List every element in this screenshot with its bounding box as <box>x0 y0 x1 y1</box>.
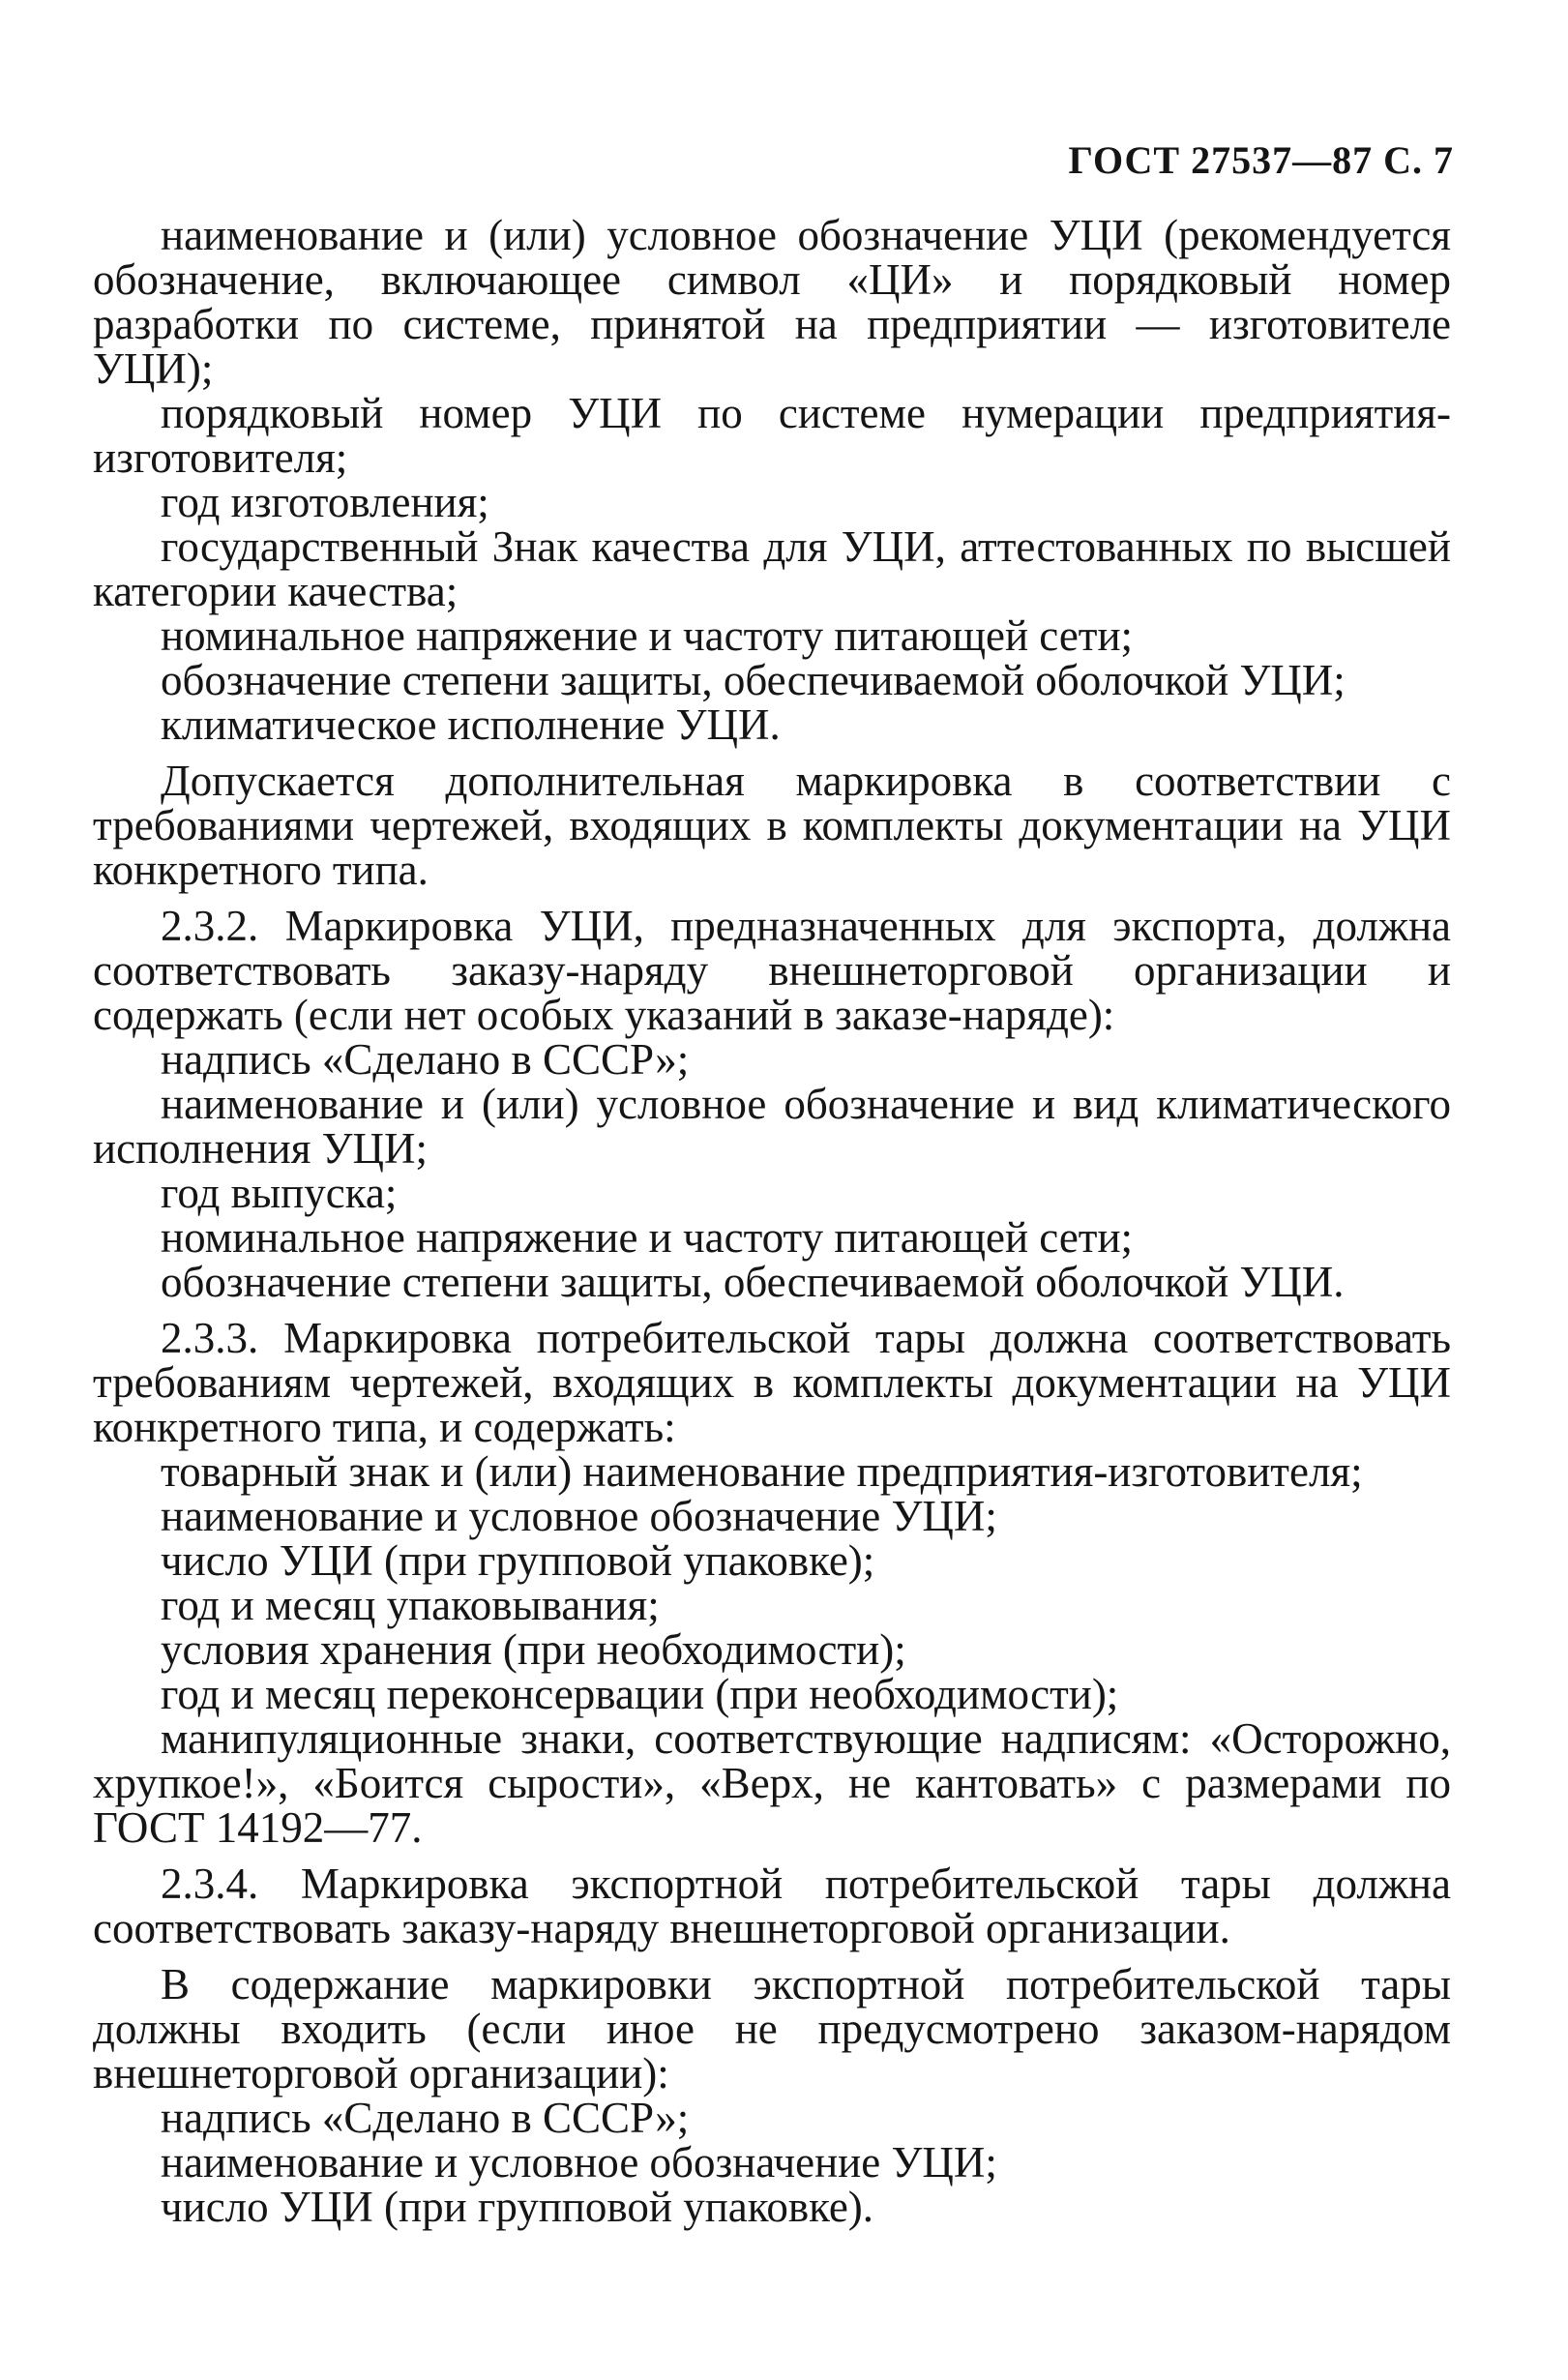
paragraph: Допускается дополнительная маркировка в соответствии с требованиями чертежей, входящих в комплекты документации на УЦИ конкретного типа. <box>93 757 1451 894</box>
section-2-3-4: 2.3.4. Маркировка экспортной потребительской тары должна соответствовать заказу-наряду внешнеторговой организации. <box>93 1859 1451 1952</box>
page-header: ГОСТ 27537—87 С. 7 <box>1068 138 1454 182</box>
list-item: обозначение степени защиты, обеспечиваемой оболочкой УЦИ. <box>161 1258 1345 1306</box>
list-item: наименование и (или) условное обозначение и вид климатического исполнения УЦИ; <box>93 1080 1451 1173</box>
list-item: государственный Знак качества для УЦИ, аттестованных по высшей категории качества; <box>93 522 1451 615</box>
list-item: климатическое исполнение УЦИ. <box>161 700 781 749</box>
list-item: наименование и (или) условное обозначение УЦИ (рекомендуется обозначение, включающее символ «ЦИ» и порядковый номер разработки по системе, принятой на предприятии — изготовителе УЦИ); <box>93 211 1451 393</box>
list-item: год и месяц упаковывания; <box>161 1581 660 1629</box>
section-2-3-2: 2.3.2. Маркировка УЦИ, предназначенных для экспорта, должна соответствовать заказу-наряду внешнеторговой организации и содержать (если нет особых указаний в заказе-наряде): <box>93 902 1451 1039</box>
list-item: номинальное напряжение и частоту питающей сети; <box>161 1213 1134 1262</box>
list-item: год выпуска; <box>161 1169 398 1217</box>
paragraph: В содержание маркировки экспортной потребительской тары должны входить (если иное не предусмотрено заказом-нарядом внешнеторговой организации): <box>93 1960 1451 2097</box>
document-body <box>93 213 1451 2229</box>
list-item: наименование и условное обозначение УЦИ; <box>161 2138 997 2187</box>
list-item: обозначение степени защиты, обеспечиваемой оболочкой УЦИ; <box>161 656 1346 704</box>
list-item: год изготовления; <box>161 478 489 526</box>
list-item: год и месяц переконсервации (при необходимости); <box>161 1670 1119 1718</box>
list-item: манипуляционные знаки, соответствующие надписям: «Осторожно, хрупкое!», «Боится сырости», «Верх, не кантовать» с размерами по ГОСТ 14192—77. <box>93 1714 1451 1852</box>
list-item: число УЦИ (при групповой упаковке). <box>161 2183 874 2231</box>
section-2-3-3: 2.3.3. Маркировка потребительской тары должна соответствовать требованиям чертежей, входящих в комплекты документации на УЦИ конкретного типа, и содержать: <box>93 1314 1451 1451</box>
list-item: надпись «Сделано в СССР»; <box>161 1035 690 1084</box>
list-item: число УЦИ (при групповой упаковке); <box>161 1536 875 1585</box>
list-item: условия хранения (при необходимости); <box>161 1625 906 1674</box>
list-item: надпись «Сделано в СССР»; <box>161 2094 690 2142</box>
list-item: товарный знак и (или) наименование предприятия-изготовителя; <box>161 1447 1363 1496</box>
list-item: наименование и условное обозначение УЦИ; <box>161 1492 997 1540</box>
list-item: номинальное напряжение и частоту питающей сети; <box>161 611 1134 660</box>
list-item: порядковый номер УЦИ по системе нумерации предприятия-изготовителя; <box>93 389 1451 482</box>
